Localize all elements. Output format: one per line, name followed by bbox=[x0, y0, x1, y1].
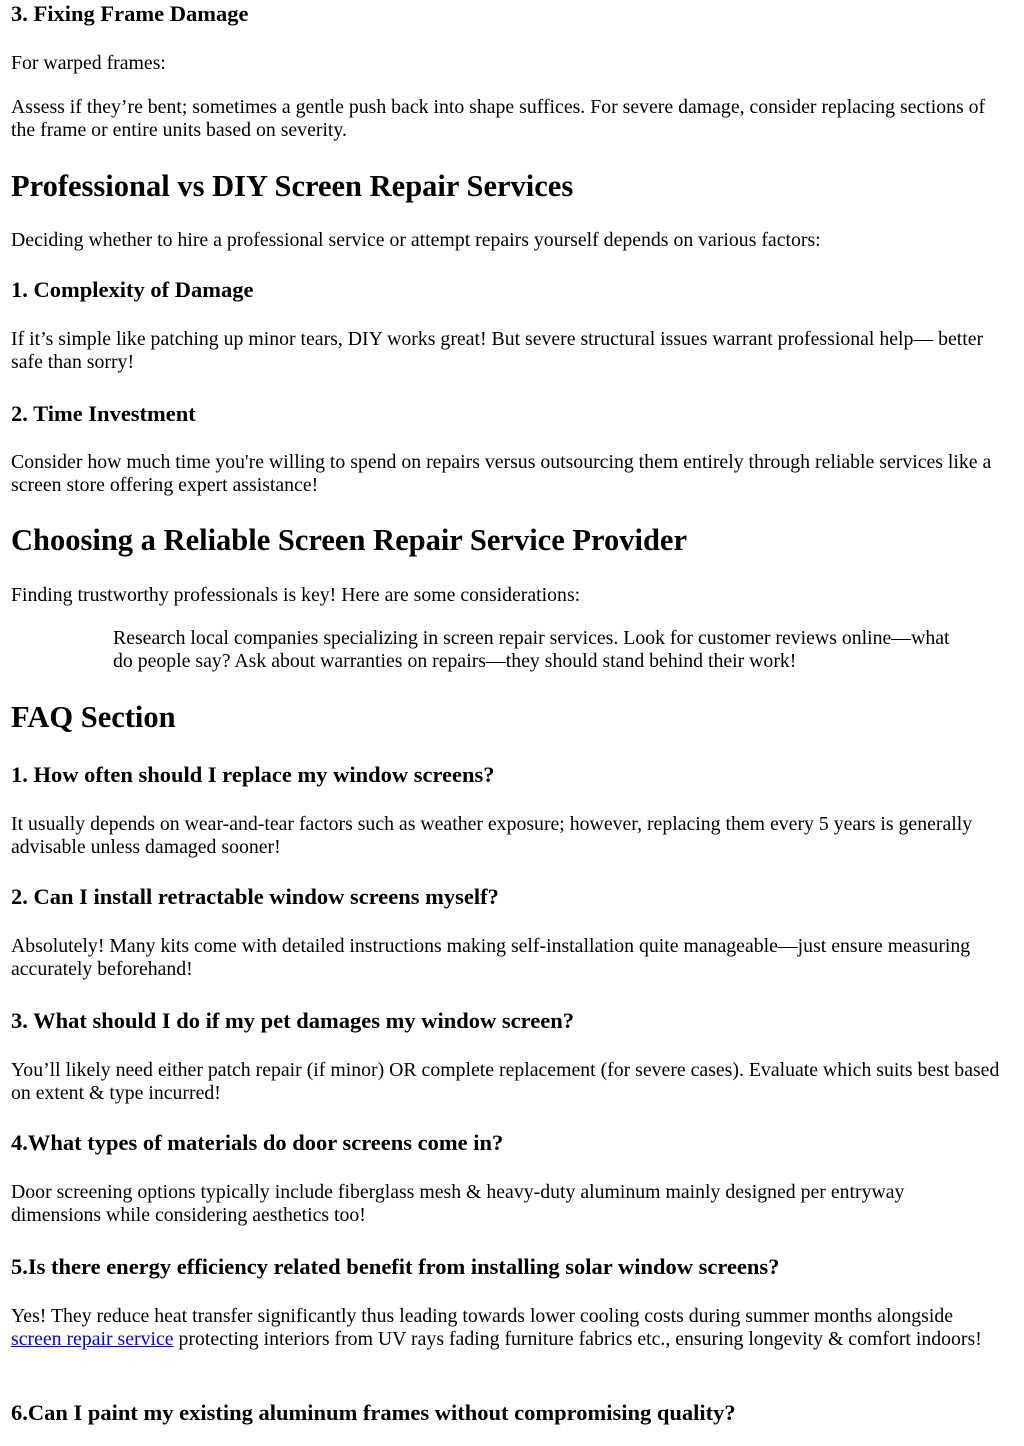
faq-answer-5 bbox=[11, 1305, 1004, 1352]
faq-question-5: 5.Is there energy efficiency related benefit from installing solar window screens? bbox=[11, 1254, 780, 1279]
frame-damage-intro: For warped frames: bbox=[11, 52, 166, 74]
time-body: Consider how much time you're willing to spend on repairs versus outsourcing them entirely through reliable services like a screen store offering expert assistance! bbox=[11, 451, 992, 497]
pro-vs-diy-heading: Professional vs DIY Screen Repair Services bbox=[11, 169, 574, 203]
faq-answer-2: Absolutely! Many kits come with detailed instructions making self-installation quite manageable—just ensure measuring accurately beforehand! bbox=[11, 935, 971, 981]
pro-vs-diy-intro: Deciding whether to hire a professional service or attempt repairs yourself depends on various factors: bbox=[11, 229, 821, 251]
faq-question-4: 4.What types of materials do door screens come in? bbox=[11, 1130, 504, 1155]
faq-heading: FAQ Section bbox=[11, 700, 176, 734]
choosing-heading: Choosing a Reliable Screen Repair Service Provider bbox=[11, 523, 688, 557]
faq-question-6: 6.Can I paint my existing aluminum frames without compromising quality? bbox=[11, 1400, 736, 1425]
time-heading: 2. Time Investment bbox=[11, 401, 196, 426]
considerations-quote: Research local companies specializing in screen repair services. Look for customer reviews online—what do people say? Ask about warranties on repairs—they should stand behind their work! bbox=[113, 627, 950, 673]
faq-question-1: 1. How often should I replace my window screens? bbox=[11, 762, 495, 787]
faq-answer-5-text-end: protecting interiors from UV rays fading furniture fabrics etc., ensuring longevity & comfort indoors! bbox=[173, 1328, 982, 1351]
faq-answer-4: Door screening options typically include fiberglass mesh & heavy-duty aluminum mainly designed per entryway dimensions while considering aesthetics too! bbox=[11, 1181, 905, 1227]
faq-question-2: 2. Can I install retractable window screens myself? bbox=[11, 884, 499, 909]
faq-answer-3: You’ll likely need either patch repair (if minor) OR complete replacement (for severe cases). Evaluate which suits best based on extent & type incurred! bbox=[11, 1059, 1000, 1105]
screen-repair-service-link[interactable]: screen repair service bbox=[11, 1328, 174, 1351]
choosing-intro: Finding trustworthy professionals is key! Here are some considerations: bbox=[11, 584, 581, 606]
faq-question-3: 3. What should I do if my pet damages my window screen? bbox=[11, 1008, 574, 1033]
complexity-body: If it’s simple like patching up minor tears, DIY works great! But severe structural issues warrant professional help— better safe than sorry! bbox=[11, 328, 984, 374]
complexity-heading: 1. Complexity of Damage bbox=[11, 277, 254, 302]
faq-answer-5-text-start: Yes! They reduce heat transfer significantly thus leading towards lower cooling costs during summer months alongside bbox=[11, 1305, 953, 1327]
frame-damage-body: Assess if they’re bent; sometimes a gentle push back into shape suffices. For severe damage, consider replacing sections of the frame or entire units based on severity. bbox=[11, 96, 986, 142]
faq-answer-1: It usually depends on wear-and-tear factors such as weather exposure; however, replacing them every 5 years is generally advisable unless damaged sooner! bbox=[11, 813, 973, 859]
frame-damage-heading: 3. Fixing Frame Damage bbox=[11, 1, 249, 26]
